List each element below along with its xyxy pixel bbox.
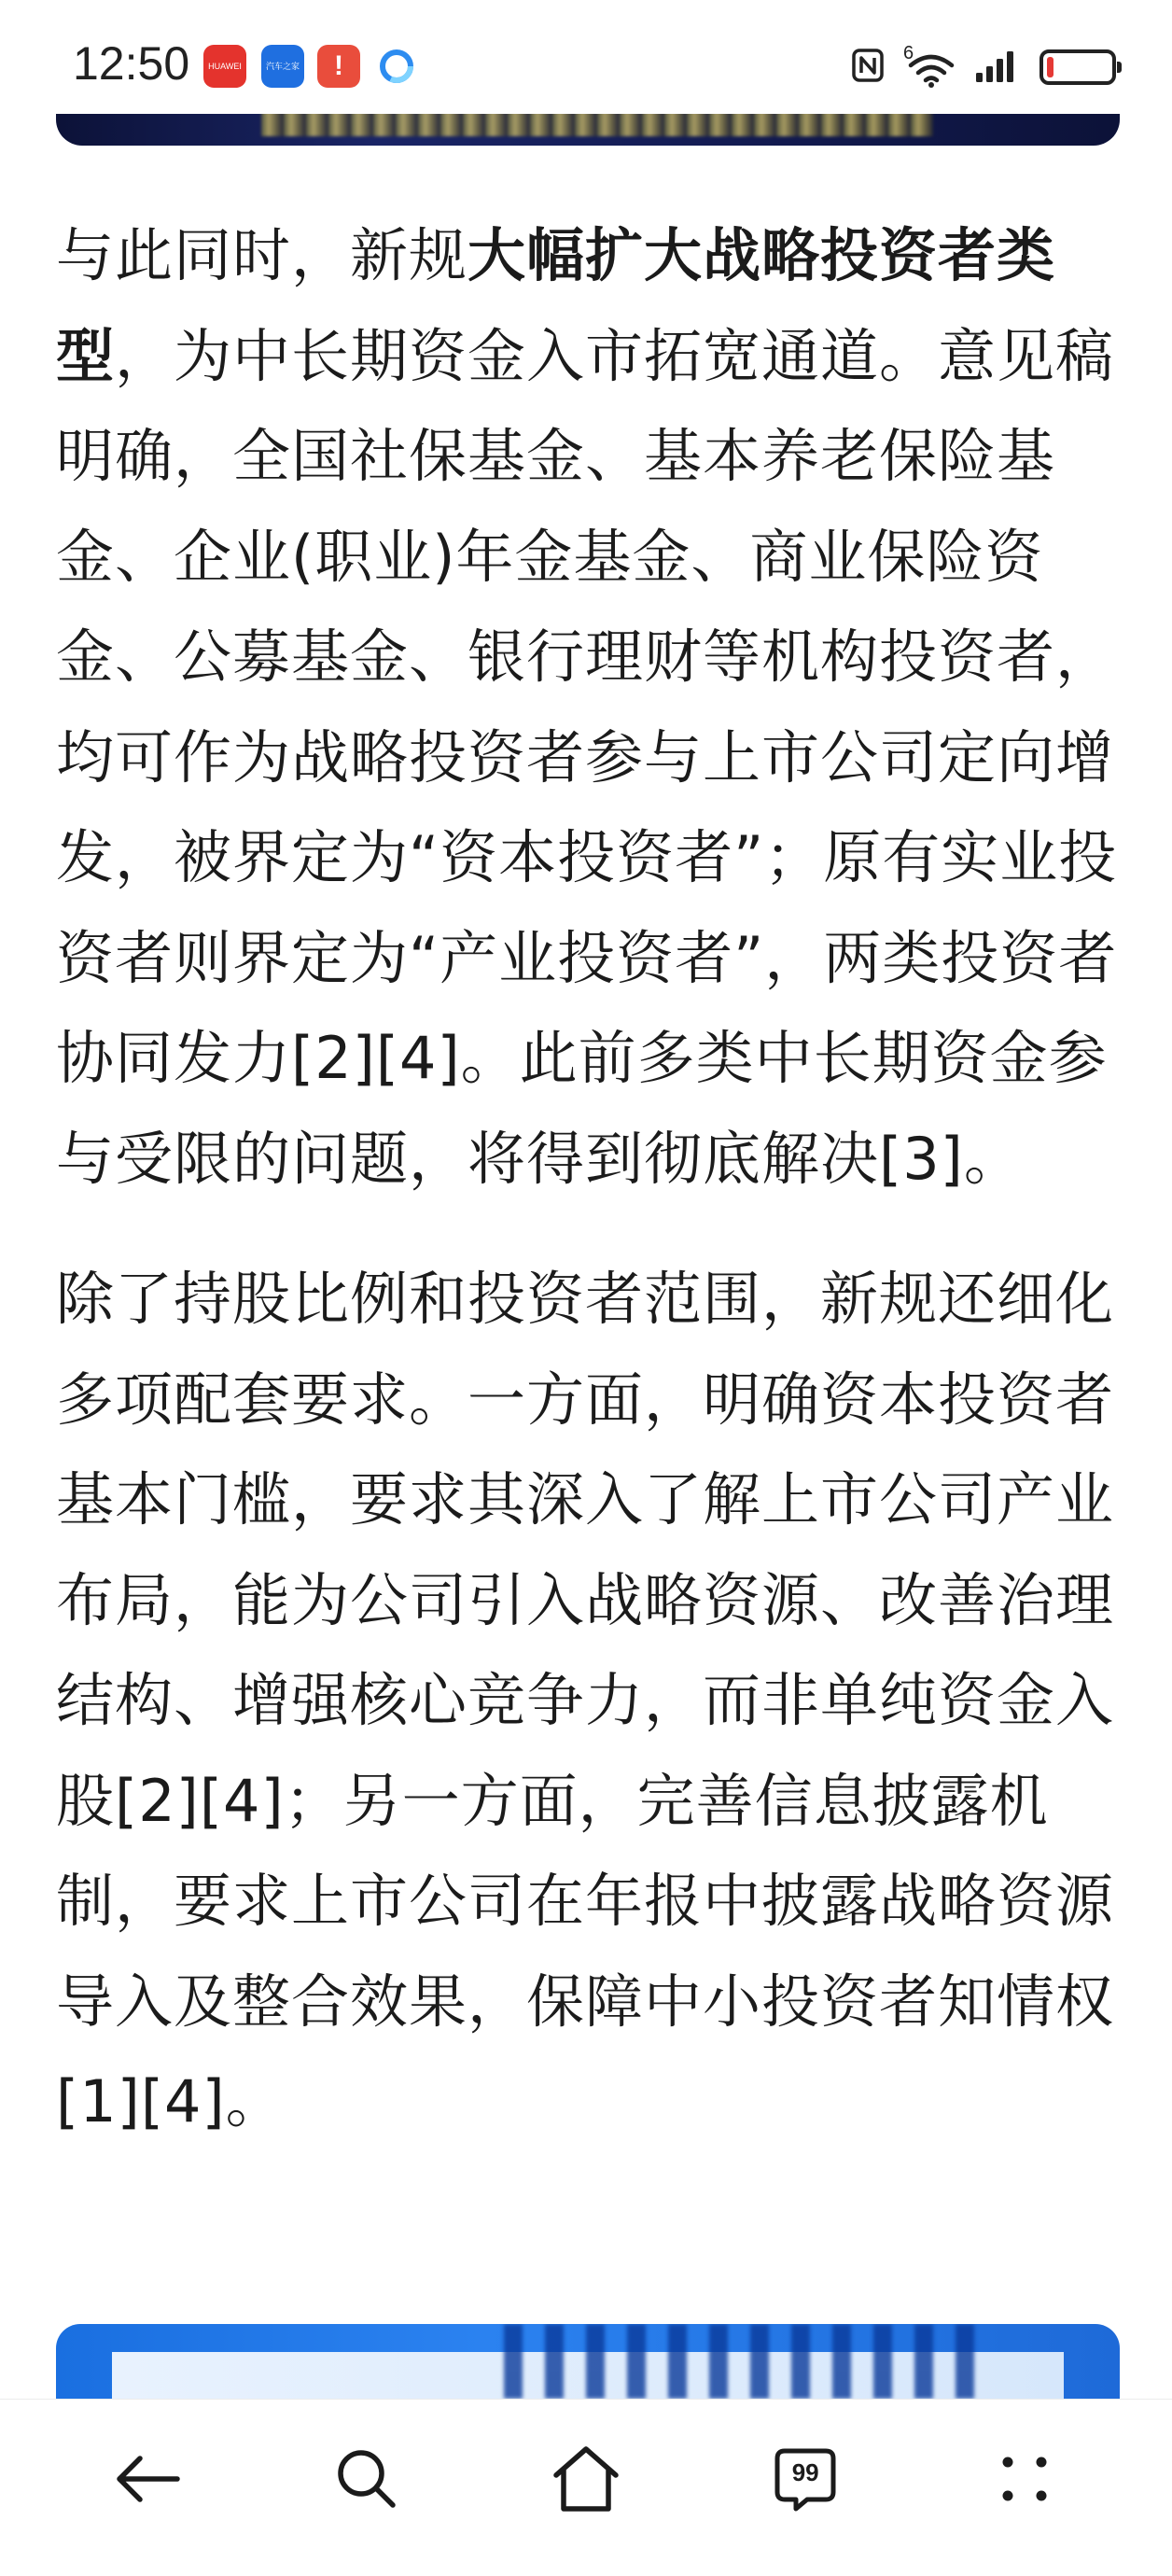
nfc-icon <box>849 47 886 88</box>
article-image-top <box>56 114 1120 146</box>
red-app-label: ! <box>334 50 343 81</box>
article-paragraph <box>56 205 1120 1209</box>
signal-icon <box>974 47 1023 88</box>
autohome-app-label: 汽车之家 <box>265 62 300 71</box>
search-icon <box>333 2445 400 2513</box>
home-button[interactable] <box>530 2423 642 2535</box>
comment-icon <box>772 2445 839 2513</box>
battery-icon <box>1039 49 1116 85</box>
comments-button[interactable] <box>749 2423 861 2535</box>
article-image-bottom <box>56 2324 1120 2399</box>
home-icon <box>549 2443 623 2514</box>
status-bar <box>0 0 1172 112</box>
article-paragraph: 除了持股比例和投资者范围，新规还细化多项配套要求。一方面，明确资本投资者基本门槛，要求其深入了解上市公司产业布局，能为公司引入战略资源、改善治理结构、增强核心竞争力，而非单纯资金入股[2][4]；另一方面，完善信息披露机制，要求上市公司在年报中披露战略资源导入及整合效果，保障中小投资者知情权[1][4]。 <box>56 1265 1115 2135</box>
network-type-label: 6 <box>903 43 914 63</box>
status-icons <box>849 41 1116 93</box>
image-caption-strip <box>261 114 933 136</box>
paragraph-text: 与此同时，新规 <box>56 221 468 289</box>
battery-level <box>1047 57 1053 77</box>
browser-app-icon <box>375 45 418 88</box>
huawei-app-icon <box>203 45 246 88</box>
huawei-app-label: HUAWEI <box>208 62 242 71</box>
more-button[interactable] <box>969 2423 1081 2535</box>
image-text-strip <box>504 2324 989 2399</box>
arrow-left-icon <box>110 2451 185 2507</box>
paragraph-text: ，为中长期资金入市拓宽通道。意见稿明确，全国社保基金、基本养老保险基金、企业(职业)年金基金、商业保险资金、公募基金、银行理财等机构投资者，均可作为战略投资者参与上市公司定向增发，被界定为“资本投资者”；原有实业投资者则界定为“产业投资者”，两类投资者协同发力[2][4]。此前多类中长期资金参与受限的问题，将得到彻底解决[3]。 <box>56 321 1118 1193</box>
bottom-nav-bar <box>0 2399 1172 2576</box>
status-time: 12:50 <box>73 37 190 90</box>
more-dots-icon <box>995 2449 1054 2509</box>
autohome-app-icon <box>261 45 304 88</box>
bold-highlight: 大幅扩大战略投资者类型 <box>56 221 1056 390</box>
search-button[interactable] <box>311 2423 423 2535</box>
back-button[interactable] <box>91 2423 203 2535</box>
article-body <box>56 205 1120 2152</box>
wifi-icon <box>903 43 957 88</box>
red-app-icon <box>317 45 360 88</box>
comment-count: 99 <box>791 2457 819 2486</box>
